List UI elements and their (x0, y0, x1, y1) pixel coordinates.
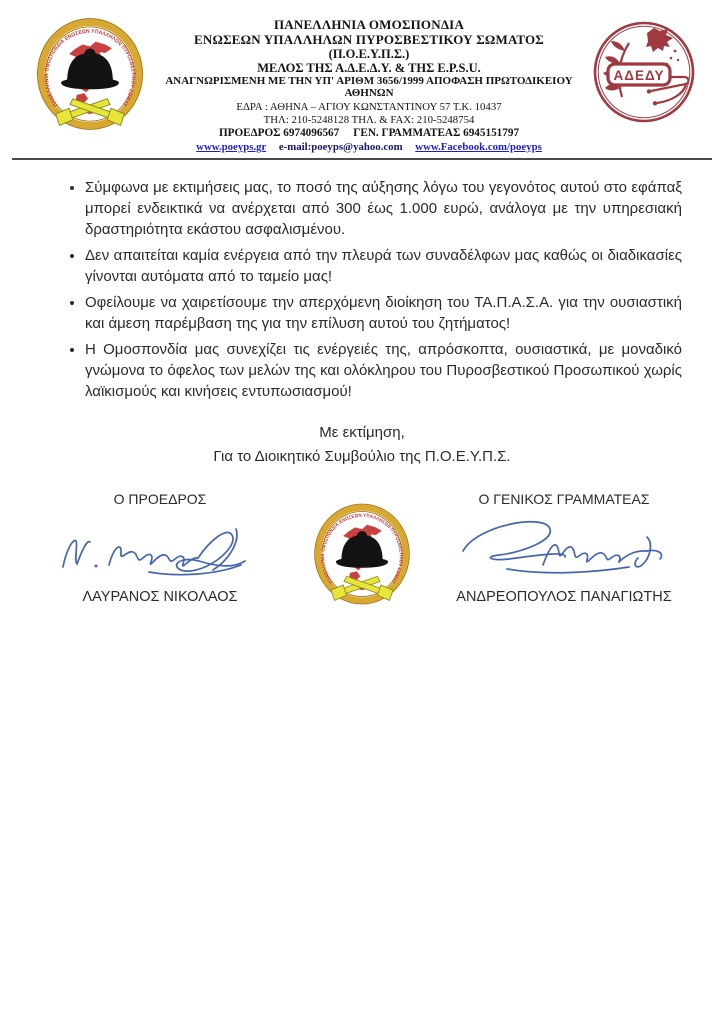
officers-line (150, 127, 588, 140)
bullet-item-2: • Δεν απαιτείται καμία ενέργεια από την πλευρά των συναδέλφων μας καθώς οι διαδικασίες γίνονται αυτόματα από το ταμείο μας! (85, 245, 682, 288)
website-link[interactable]: www.poeyps.gr (196, 141, 267, 154)
phone-line: ΤΗΛ: 210-5248128 ΤΗΛ. & FAX: 210-5248754 (263, 113, 475, 126)
bullet-item-4: • Η Ομοσπονδία μας συνεχίζει τις ενέργειές της, απρόσκοπτα, ουσιαστικά, με μοναδικό γνώμονα το όφελος των μελών της και ολόκληρου του Πυροσβεστικού Προσωπικού χωρίς λαϊκισμούς και κινήσεις εντυπωσιασμού! (85, 339, 682, 403)
adedy-label: ΑΔΕΔΥ (613, 68, 665, 83)
closing-block (0, 421, 724, 469)
secretary-phone: ΓΕΝ. ΓΡΑΜΜΑΤΕΑΣ 6945151797 (353, 126, 520, 139)
secretary-title: Ο ΓΕΝΙΚΟΣ ΓΡΑΜΜΑΤΕΑΣ (478, 490, 650, 507)
president-block (26, 491, 294, 605)
president-name: ΛΑΥΡΑΝΟΣ ΝΙΚΟΛΑΟΣ (82, 588, 238, 605)
org-abbreviation: (Π.Ο.Ε.Υ.Π.Σ.) (328, 47, 410, 62)
facebook-link[interactable]: www.Facebook.com/poeyps (415, 141, 542, 154)
president-title: Ο ΠΡΟΕΔΡΟΣ (113, 490, 207, 507)
letterhead-text (150, 13, 588, 154)
poeyps-emblem-icon (30, 13, 150, 135)
org-name-line1: ΠΑΝΕΛΛΗΝΙΑ ΟΜΟΣΠΟΝΔΙΑ (273, 17, 465, 32)
email-link[interactable]: e-mail:poeyps@yahoo.com (278, 141, 403, 154)
president-signature-icon (53, 509, 267, 587)
org-name-line2: ΕΝΩΣΕΩΝ ΥΠΑΛΛΗΛΩΝ ΠΥΡΟΣΒΕΣΤΙΚΟΥ ΣΩΜΑΤΟΣ (194, 31, 544, 47)
letterhead (0, 0, 724, 154)
president-phone: ΠΡΟΕΔΡΟΣ 6974096567 (218, 126, 340, 139)
bullet-item-3: • Οφείλουμε να χαιρετίσουμε την απερχόμενη διοίκηση του ΤΑ.Π.Α.Σ.Α. για την ουσιαστική και άμεση παρέμβαση της για την επίλυση αυτού του ζητήματος! (85, 292, 682, 335)
recognition-line: ΑΝΑΓΝΩΡΙΣΜΕΝΗ ΜΕ ΤΗΝ ΥΠ' ΑΡΙΘΜ 3656/1999 ΑΠΟΦΑΣΗ ΠΡΩΤΟΔΙΚΕΙΟΥ ΑΘΗΝΩΝ (165, 75, 573, 100)
header-divider (12, 158, 712, 160)
secretary-signature-icon (447, 509, 681, 587)
adedy-emblem-icon (588, 13, 700, 127)
address-line: ΕΔΡΑ : ΑΘΗΝΑ – ΑΓΙΟΥ ΚΩΝΣΤΑΝΤΙΝΟΥ 57 Τ.Κ. 10437 (236, 100, 502, 113)
links-line (150, 141, 588, 153)
secretary-block (430, 491, 698, 605)
membership-line: ΜΕΛΟΣ ΤΗΣ Α.Δ.Ε.Δ.Υ. & ΤΗΣ E.P.S.U. (257, 61, 481, 76)
bullet-list (0, 177, 682, 403)
secretary-name: ΑΝΔΡΕΟΠΟΥΛΟΣ ΠΑΝΑΓΙΩΤΗΣ (456, 588, 672, 605)
signature-row (26, 491, 698, 609)
official-seal-icon (308, 491, 416, 609)
closing-on-behalf: Για το Διοικητικό Συμβούλιο της Π.Ο.Ε.Υ.Π.Σ. (213, 447, 511, 465)
bullet-item-1: • Σύμφωνα με εκτιμήσεις μας, το ποσό της αύξησης λόγω του γεγονότος αυτού στο εφάπαξ μπορεί ενδεικτικά να ανέρχεται από 300 έως 1.000 ευρώ, ανάλογα με την υπηρεσιακή δραστηριότητα εκάστου ασφαλισμένου. (85, 177, 682, 241)
closing-regards: Με εκτίμηση, (319, 423, 405, 441)
